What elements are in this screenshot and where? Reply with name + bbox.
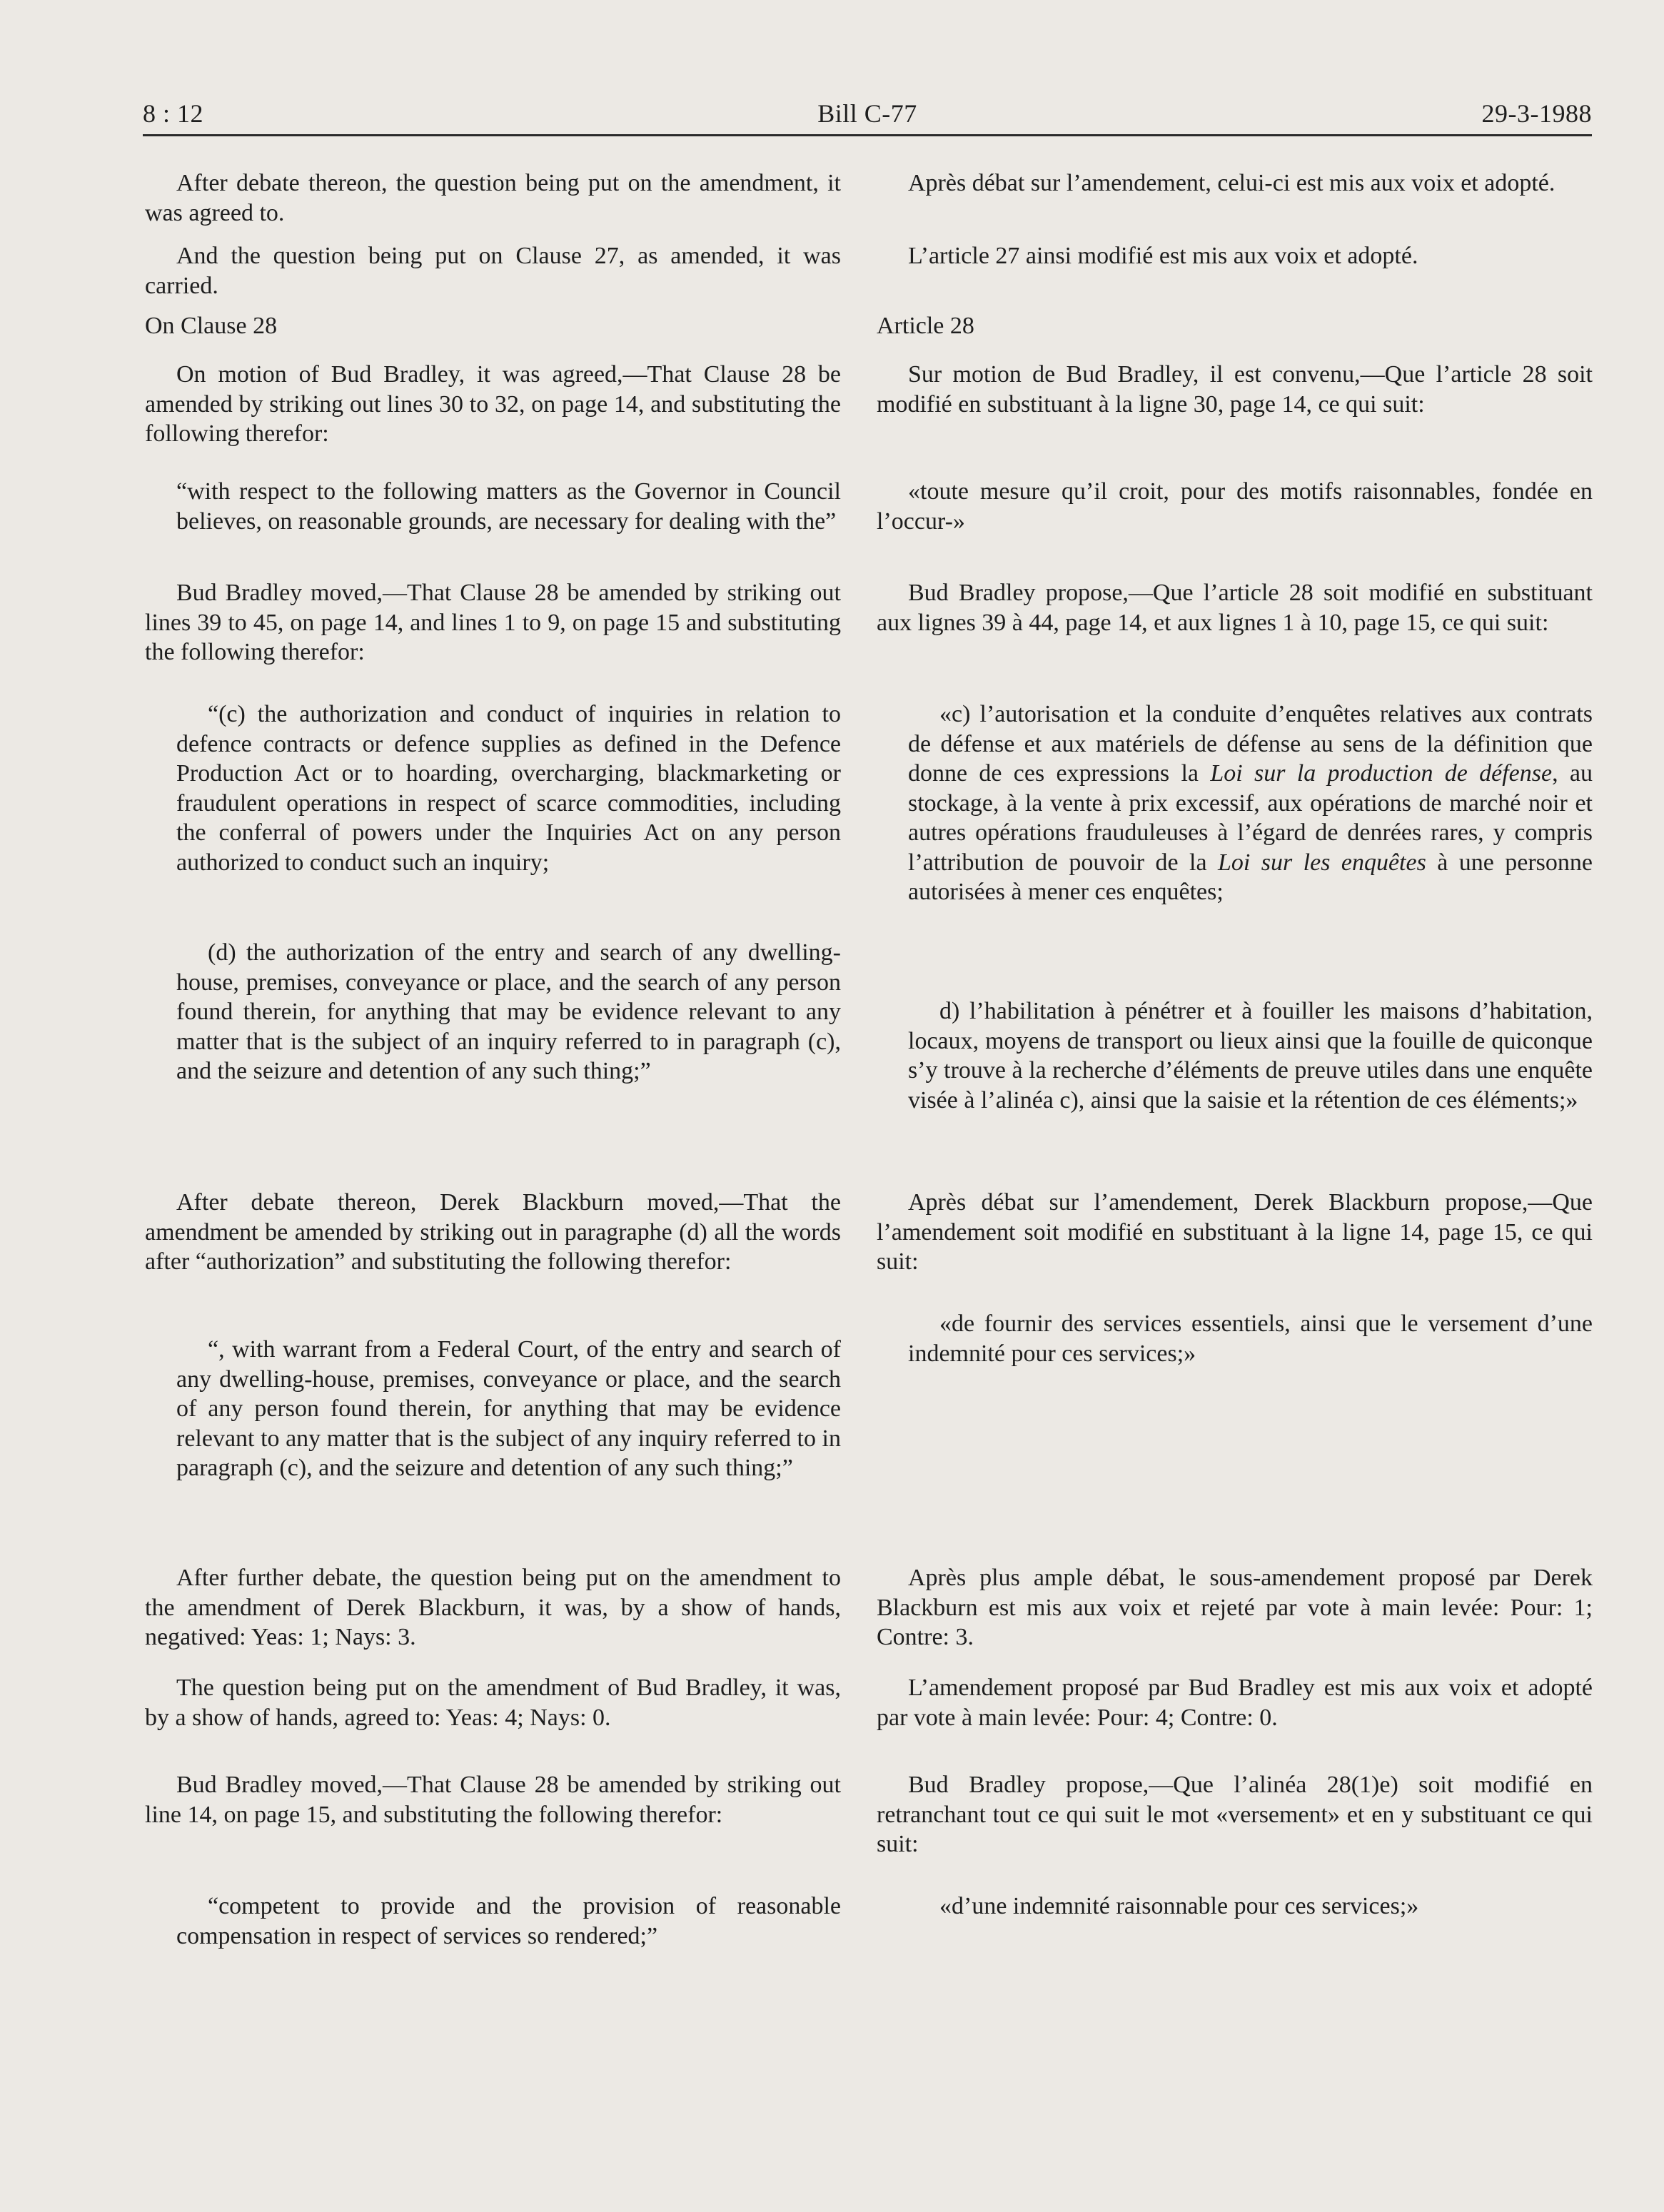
quote-text-part: , au stockage, à la vente à prix excessif, aux opérations de marché noir et autres opérations frauduleuses à l’égard de denrées rares, y compris l’attribution de pouvoir de la xyxy=(908,760,1593,876)
bill-title: Bill C-77 xyxy=(817,99,917,128)
paragraph: L’article 27 ainsi modifié est mis aux voix et adopté. xyxy=(908,243,1418,269)
paragraph: After debate thereon, Derek Blackburn moved,—That the amendment be amended by striking out in paragraphe (d) all the words after “authorization” and substituting the following therefor: xyxy=(145,1189,841,1275)
law-title: Loi sur les enquêtes xyxy=(1218,849,1426,876)
paragraph: Après débat sur l’amendement, Derek Blackburn propose,—Que l’amendement soit modifié en substituant à la ligne 14, page 15, ce qui suit: xyxy=(877,1189,1593,1275)
paragraph: Bud Bradley moved,—That Clause 28 be amended by striking out line 14, on page 15, and substituting the following therefor: xyxy=(145,1772,841,1828)
page-number: 8 : 12 xyxy=(143,99,204,128)
paragraph: Après débat sur l’amendement, celui-ci est mis aux voix et adopté. xyxy=(908,170,1555,196)
paragraph: After debate thereon, the question being put on the amendment, it was agreed to. xyxy=(145,170,841,226)
paragraph: L’amendement proposé par Bud Bradley est mis aux voix et adopté par vote à main levée: Pour: 4; Contre: 0. xyxy=(877,1675,1593,1731)
paragraph: The question being put on the amendment of Bud Bradley, it was, by a show of hands, agreed to: Yeas: 4; Nays: 0. xyxy=(145,1675,841,1731)
law-title: Loi sur la production de défense xyxy=(1210,760,1553,787)
quoted-text: «de fournir des services essentiels, ainsi que le versement d’une indemnité pour ces services;» xyxy=(908,1310,1593,1367)
quoted-text: “with respect to the following matters as the Governor in Council believes, on reasonable grounds, are necessary for dealing with the” xyxy=(176,478,841,535)
quoted-text: “, with warrant from a Federal Court, of the entry and search of any dwelling-house, premises, conveyance or place, and the search of any person found therein, for anything that may be evidence relevant to any matter that is the subject of any inquiry referred to in paragraph (c), and the seizure and detention of any such thing;” xyxy=(176,1336,841,1481)
quoted-text: “competent to provide and the provision of reasonable compensation in respect of services so rendered;” xyxy=(176,1893,841,1949)
section-heading: On Clause 28 xyxy=(145,313,278,339)
paragraph: Bud Bradley propose,—Que l’alinéa 28(1)e) soit modifié en retranchant tout ce qui suit le mot «versement» et en y substituant ce qui suit: xyxy=(877,1772,1593,1857)
header-date: 29-3-1988 xyxy=(1481,99,1592,128)
quoted-text: d) l’habilitation à pénétrer et à fouiller les maisons d’habitation, locaux, moyens de transport ou lieux ainsi que la fouille de quiconque s’y trouve à la recherche d’éléments de preuve utiles dans une enquête visée à l’alinéa c), ainsi que la saisie et la rétention de ces éléments;» xyxy=(908,998,1593,1113)
quoted-text: “(c) the authorization and conduct of inquiries in relation to defence contracts or defence supplies as defined in the Defence Production Act or to hoarding, overcharging, blackmarketing or fraudulent operations in respect of scarce commodities, including the conferral of powers under the Inquiries Act on any person authorized to conduct such an inquiry; xyxy=(176,701,841,876)
paragraph: Sur motion de Bud Bradley, il est convenu,—Que l’article 28 soit modifié en substituant à la ligne 30, page 14, ce qui suit: xyxy=(877,361,1593,418)
quoted-text xyxy=(877,700,1593,907)
quoted-text: (d) the authorization of the entry and search of any dwelling-house, premises, conveyance or place, and the search of any person found therein, for anything that may be evidence relevant to any matter that is the subject of an inquiry referred to in paragraph (c), and the seizure and detention of any such thing;” xyxy=(176,939,841,1084)
quote-text-part: «c) l’autorisation et la conduite d’enquêtes relatives aux contrats de défense et aux matériels de défense au sens de la définition que donne de ces expressions la xyxy=(908,701,1593,787)
running-header xyxy=(143,91,1592,136)
paragraph: Bud Bradley moved,—That Clause 28 be amended by striking out lines 39 to 45, on page 14, and lines 1 to 9, on page 15 and substituting the following therefor: xyxy=(145,580,841,665)
quoted-text: «toute mesure qu’il croit, pour des motifs raisonnables, fondée en l’occur-» xyxy=(877,478,1593,535)
quote-text-part: à une personne autorisées à mener ces enquêtes; xyxy=(908,849,1593,905)
quoted-text: «d’une indemnité raisonnable pour ces services;» xyxy=(939,1893,1419,1919)
paragraph: After further debate, the question being put on the amendment to the amendment of Derek Blackburn, it was, by a show of hands, negatived: Yeas: 1; Nays: 3. xyxy=(145,1565,841,1650)
paragraph: And the question being put on Clause 27, as amended, it was carried. xyxy=(145,243,841,299)
paragraph: Après plus ample débat, le sous-amendement proposé par Derek Blackburn est mis aux voix et rejeté par vote à main levée: Pour: 1; Contre: 3. xyxy=(877,1565,1593,1650)
paragraph: Bud Bradley propose,—Que l’article 28 soit modifié en substituant aux lignes 39 à 44, page 14, et aux lignes 1 à 10, page 15, ce qui suit: xyxy=(877,580,1593,636)
section-heading: Article 28 xyxy=(877,313,974,339)
paragraph: On motion of Bud Bradley, it was agreed,—That Clause 28 be amended by striking out lines 30 to 32, on page 14, and substituting the following therefor: xyxy=(145,361,841,447)
